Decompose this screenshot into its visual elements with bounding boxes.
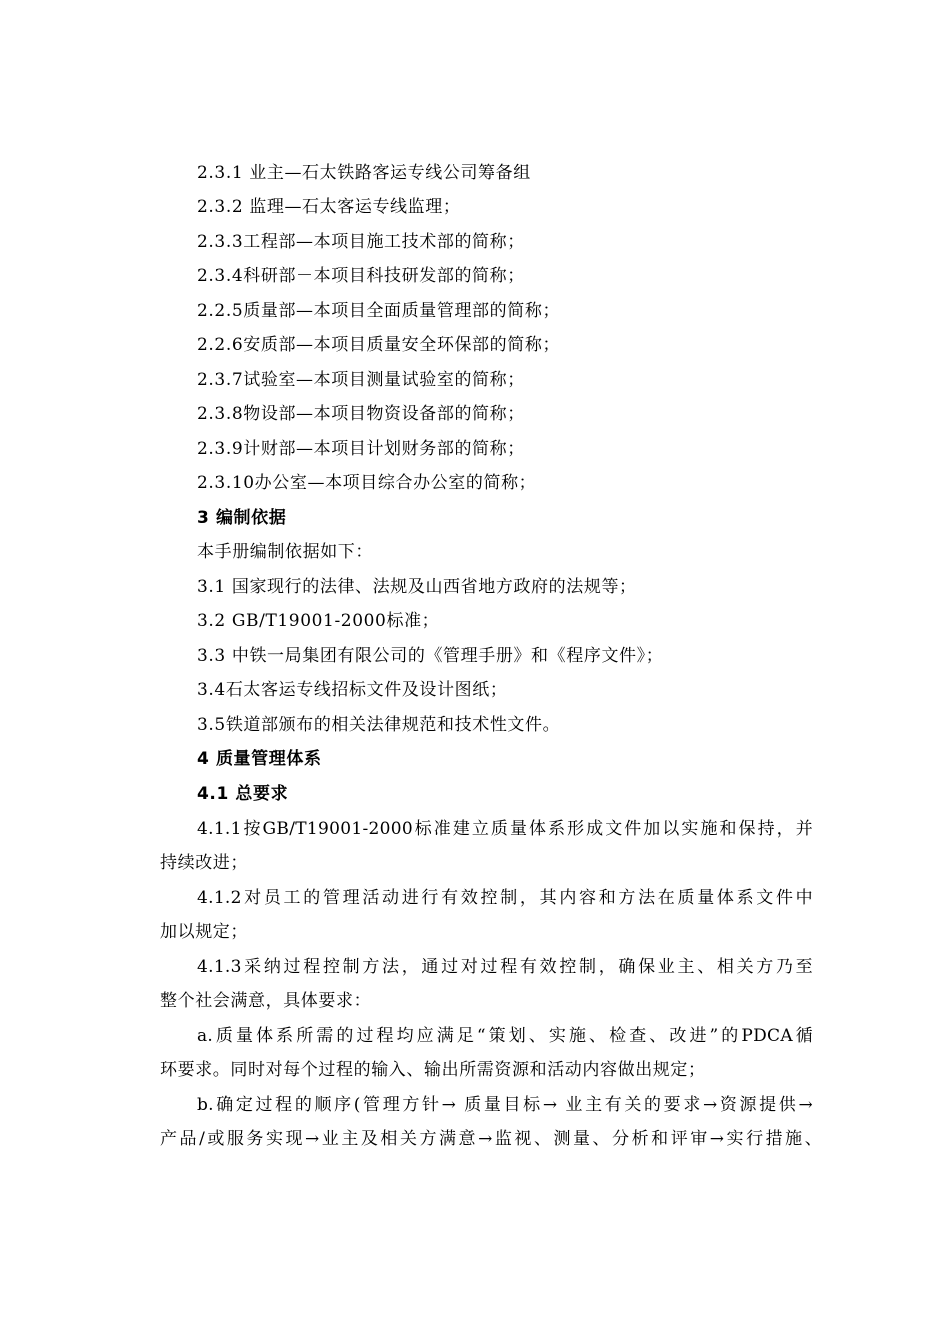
definition-2-3-2: 2.3.2 监理—石太客运专线监理； <box>197 197 461 217</box>
paragraph-4-1-3-line-2: 整个社会满意，具体要求： <box>160 991 372 1011</box>
definition-2-3-8: 2.3.8物设部—本项目物资设备部的简称； <box>197 404 525 424</box>
basis-item-3-1: 3.1 国家现行的法律、法规及山西省地方政府的法规等； <box>197 577 637 597</box>
paragraph-4-1-2-line-1: 4.1.2对员工的管理活动进行有效控制，其内容和方法在质量体系文件中 <box>197 888 813 908</box>
basis-item-3-3: 3.3 中铁一局集团有限公司的《管理手册》和《程序文件》； <box>197 646 664 666</box>
section-4-1-heading: 4.1 总要求 <box>197 784 289 804</box>
basis-item-3-5: 3.5铁道部颁布的相关法律规范和技术性文件。 <box>197 715 561 735</box>
definition-2-3-3: 2.3.3工程部—本项目施工技术部的简称； <box>197 232 525 252</box>
definition-2-3-10: 2.3.10办公室—本项目综合办公室的简称； <box>197 473 537 493</box>
definition-2-3-7: 2.3.7试验室—本项目测量试验室的简称； <box>197 370 525 390</box>
basis-item-3-4: 3.4石太客运专线招标文件及设计图纸； <box>197 680 508 700</box>
paragraph-a-line-2: 环要求。同时对每个过程的输入、输出所需资源和活动内容做出规定； <box>160 1060 706 1080</box>
definition-2-3-1: 2.3.1 业主—石太铁路客运专线公司筹备组 <box>197 163 531 183</box>
definition-2-2-5: 2.2.5质量部—本项目全面质量管理部的简称； <box>197 301 561 321</box>
definition-2-3-9: 2.3.9计财部—本项目计划财务部的简称； <box>197 439 525 459</box>
paragraph-4-1-1-line-2: 持续改进； <box>160 853 248 873</box>
paragraph-b-line-1: b.确定过程的顺序(管理方针→ 质量目标→ 业主有关的要求→资源提供→ <box>197 1095 813 1115</box>
section-3-intro: 本手册编制依据如下： <box>197 542 373 562</box>
paragraph-b-line-2: 产品/或服务实现→业主及相关方满意→监视、测量、分析和评审→实行措施、 <box>160 1129 822 1149</box>
section-3-heading: 3 编制依据 <box>197 508 287 528</box>
paragraph-4-1-1-line-1: 4.1.1按GB/T19001-2000标准建立质量体系形成文件加以实施和保持，并 <box>197 819 813 839</box>
paragraph-4-1-3-line-1: 4.1.3采纳过程控制方法，通过对过程有效控制，确保业主、相关方乃至 <box>197 957 813 977</box>
paragraph-a-line-1: a.质量体系所需的过程均应满足“策划、实施、检查、改进”的PDCA循 <box>197 1026 813 1046</box>
paragraph-4-1-2-line-2: 加以规定； <box>160 922 248 942</box>
definition-2-3-4: 2.3.4科研部－本项目科技研发部的简称； <box>197 266 525 286</box>
definition-2-2-6: 2.2.6安质部—本项目质量安全环保部的简称； <box>197 335 561 355</box>
section-4-heading: 4 质量管理体系 <box>197 749 322 769</box>
basis-item-3-2: 3.2 GB/T19001-2000标准； <box>197 611 440 631</box>
